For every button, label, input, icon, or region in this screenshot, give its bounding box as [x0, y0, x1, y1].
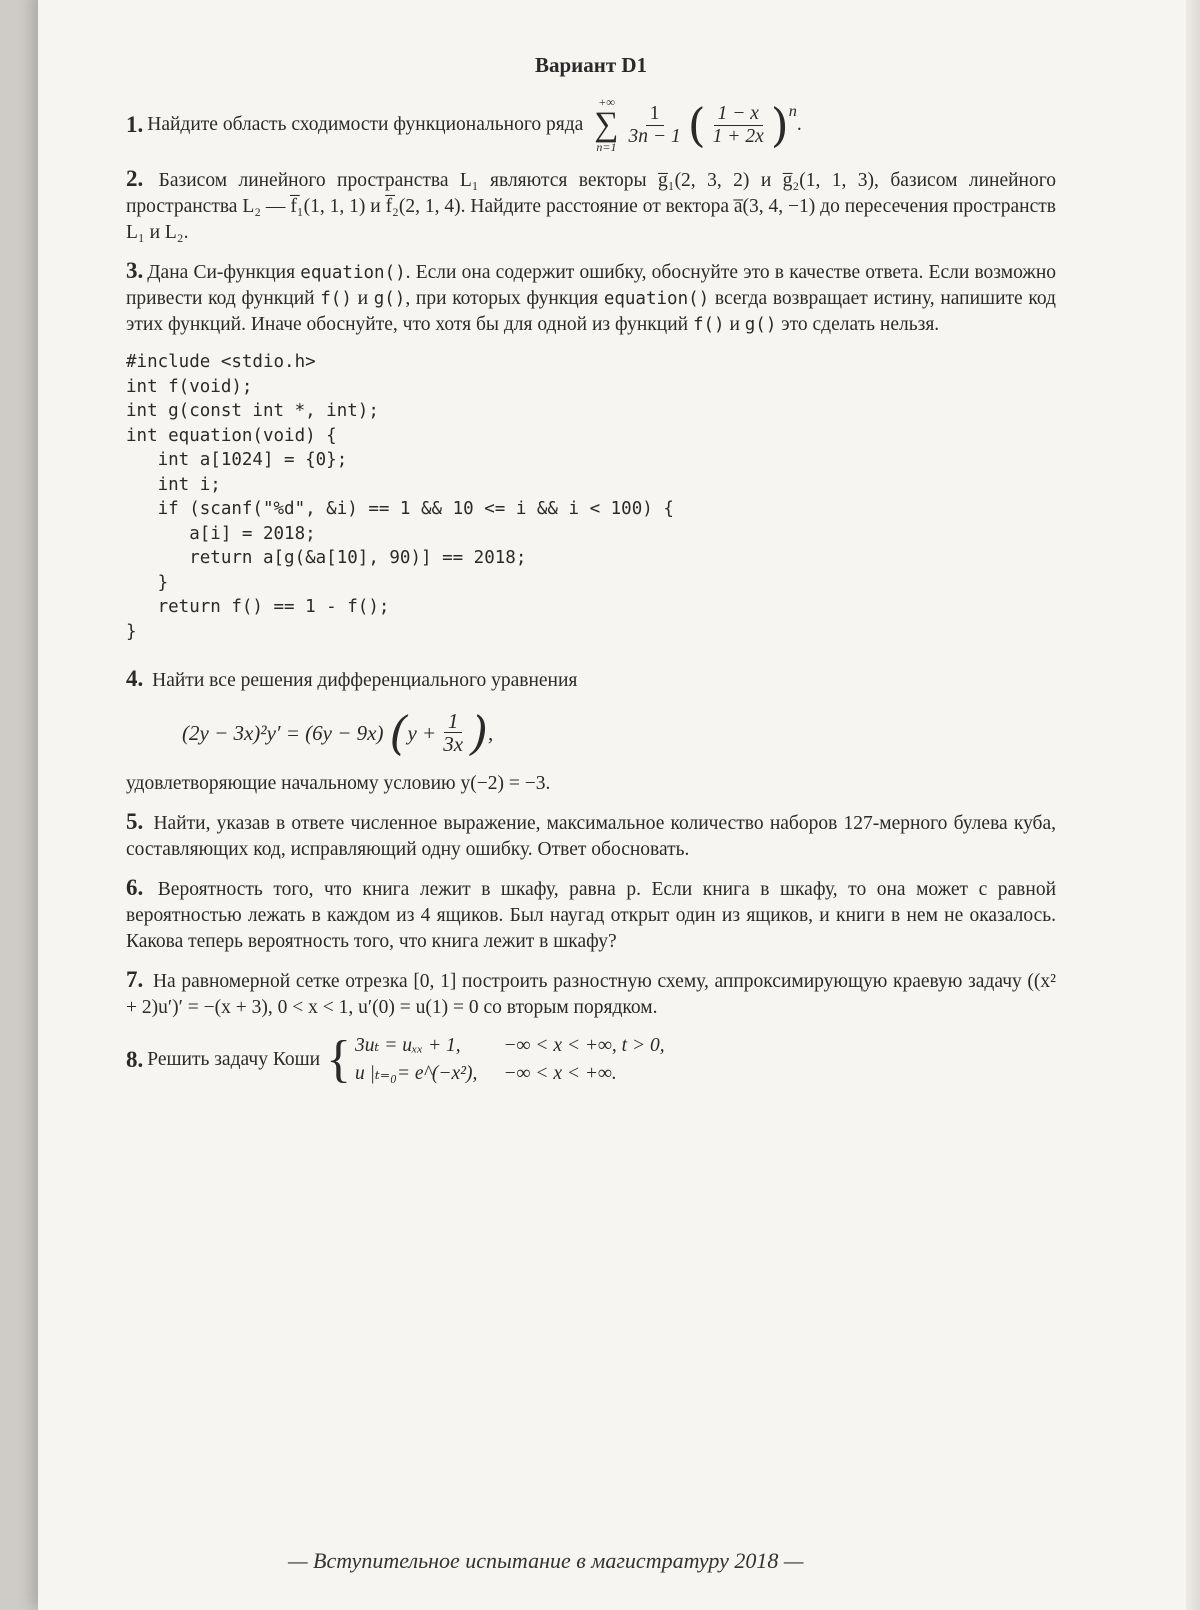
- problem-text: Решить задачу Коши: [147, 1049, 321, 1070]
- fraction-numerator: 1: [646, 103, 664, 126]
- punctuation: ,: [487, 720, 494, 745]
- system-equation-2: u |ₜ₌₀= e^(−x²),: [355, 1063, 478, 1084]
- problem-3: [126, 258, 1056, 338]
- fraction-denominator: 3x: [443, 732, 464, 756]
- problem-text: Найдите область сходимости функционального ряда: [147, 114, 584, 135]
- paper-stack-edge: [1186, 0, 1200, 1610]
- problem-number: 8.: [126, 1047, 144, 1072]
- sum-lower-limit: n=1: [596, 140, 617, 154]
- initial-condition: удовлетворяющие начальному условию y(−2) = −3.: [126, 773, 551, 794]
- code-listing: #include <stdio.h> int f(void); int g(const int *, int); int equation(void) { int a[1024] = {0}; int i; if (scanf("%d", &i) == 1 && 10 <= i && i < 100) { a[i] = 2018; return a[g(&a[10], 90)] == 2018; } return f() == 1 - f(); }: [126, 352, 674, 642]
- exponent: n: [788, 102, 797, 120]
- problem-number: 6.: [126, 875, 144, 900]
- problem-number: 1.: [126, 112, 144, 137]
- exam-content: [126, 52, 1056, 1099]
- sum-upper-limit: +∞: [598, 95, 615, 109]
- fraction: [625, 103, 685, 148]
- problem-6: [126, 875, 1056, 955]
- inline-code: equation(): [300, 263, 406, 283]
- problem-text: всегда возвращает истину, напишите код этих функций. Иначе обоснуйте, что хотя бы для одной из функций: [126, 288, 1056, 335]
- paper-sheet: [38, 0, 1200, 1610]
- problem-8: [126, 1033, 1056, 1087]
- problem-4: [126, 666, 1056, 694]
- system-condition-1: −∞ < x < +∞, t > 0,: [503, 1035, 665, 1056]
- problem-text: Найти все решения дифференциального уравнения: [152, 670, 578, 691]
- inline-code: f(): [692, 315, 725, 335]
- page-footer: — Вступительное испытание в магистратуру 2018 —: [288, 1548, 804, 1573]
- problem-text: На равномерной сетке отрезка [0, 1] построить разностную схему, аппроксимирующую краевую задачу ((x² + 2)u′)′ = −(x + 3), 0 < x < 1, u′(0) = u(1) = 0 со вторым порядком.: [126, 971, 1057, 1018]
- cauchy-system: { 3uₜ = uₓₓ + 1, −∞ < x < +∞, t > 0, u |ₜ₌₀= e^(−x²), −∞ < x < +∞.: [326, 1031, 665, 1088]
- problem-text: Дана Си-функция: [147, 262, 301, 283]
- fraction: [709, 103, 768, 148]
- fraction: [439, 710, 467, 755]
- inline-code: g(): [373, 289, 406, 309]
- problem-text: и: [724, 314, 745, 335]
- problem-number: 3.: [126, 258, 144, 283]
- problem-text: это сделать нельзя.: [776, 314, 940, 335]
- problem-number: 4.: [126, 666, 144, 691]
- problem-1: 1. Найдите область сходимости функционального ряда +∞ ∑ n=1 $\frac{1}{3n - 1}$ ( $\frac{1 - x}{1 + 2x}$ ) $^n$ .: [126, 95, 802, 154]
- problem-text: Найти, указав в ответе численное выражение, максимальное количество наборов 127-мерного булева куба, составляющих код, исправляющий одну ошибку. Ответ обосновать.: [126, 813, 1057, 860]
- problem-text: Базисом линейного пространства L₁ являются векторы g̅₁(2, 3, 2) и g̅₂(1, 1, 3), базисом линейного пространства L₂ — f̅₁(1, 1, 1) и f̅₂(2, 1, 4). Найдите расстояние от вектора a̅(3, 4, −1) до пересечения пространств L₁ и L₂.: [126, 170, 1056, 243]
- problem-number: 7.: [126, 967, 144, 992]
- fraction-denominator: 3n − 1: [628, 125, 681, 147]
- system-condition-2: −∞ < x < +∞.: [503, 1063, 617, 1084]
- system-equation-1: 3uₜ = uₓₓ + 1,: [355, 1035, 461, 1056]
- fraction-denominator: 1 + 2x: [712, 125, 764, 147]
- problem-5: [126, 809, 1056, 863]
- fraction-numerator: 1: [444, 710, 463, 733]
- problem-number: 5.: [126, 809, 144, 834]
- problem-text: Вероятность того, что книга лежит в шкафу, равна p. Если книга в шкафу, то она может с равной вероятностью лежать в каждом из 4 ящиков. Был наугад открыт один из ящиков, и книги в нем не оказалось. Какова теперь вероятность того, что книга лежит в шкафу?: [126, 879, 1057, 952]
- problem-7: [126, 967, 1056, 1021]
- punctuation: .: [796, 114, 802, 135]
- problem-text: . Если она содержит ошибку, обоснуйте это в качестве ответа. Если возможно привести код функций: [126, 262, 1056, 309]
- inline-code: equation(): [603, 289, 710, 309]
- inline-code: g(): [744, 315, 777, 335]
- equation-left: (2y − 3x)²y′ = (6y − 9x): [182, 720, 384, 745]
- problem-text: , при которых функция: [405, 288, 604, 309]
- page-title: Вариант D1: [534, 53, 648, 77]
- problem-2: [126, 166, 1056, 246]
- equation-inner: y +: [407, 720, 437, 745]
- problem-number: 2.: [126, 166, 144, 191]
- sum-symbol: +∞ ∑ n=1: [594, 95, 619, 154]
- differential-equation: (2y − 3x)²y′ = (6y − 9x) ( y + $\frac{1}{3x}$ ) ,: [182, 705, 494, 760]
- problem-text: и: [351, 288, 374, 309]
- fraction-numerator: 1 − x: [714, 103, 763, 126]
- inline-code: f(): [320, 289, 352, 309]
